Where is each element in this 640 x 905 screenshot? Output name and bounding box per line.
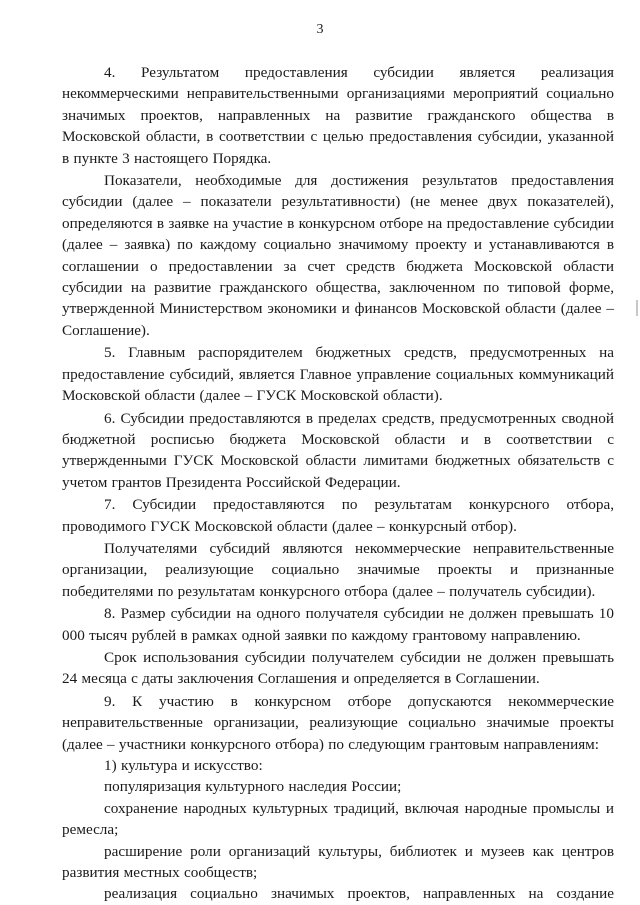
paragraph-item-7: 7. Субсидии предоставляются по результатам конкурсного отбора, проводимого ГУСК Московской области (далее – конкурсный отбор).: [62, 496, 614, 535]
list-item-traditions: сохранение народных культурных традиций, включая народные промыслы и ремесла;: [62, 799, 614, 839]
list-item-projects: реализация социально значимых проектов, направленных на создание: [104, 885, 614, 903]
paragraph-item-5: 5. Главным распорядителем бюджетных средств, предусмотренных на предоставление субсидий, является Главное управление социальных коммуникаций Московской области (далее – ГУСК Московской области).: [62, 344, 614, 405]
scan-artifact: [636, 300, 638, 316]
list-item-culture: 1) культура и искусство:: [104, 757, 263, 774]
paragraph-term: Срок использования субсидии получателем субсидии не должен превышать 24 месяца с даты заключения Соглашения и определяется в Соглашении.: [62, 648, 614, 688]
paragraph-item-8: 8. Размер субсидии на одного получателя субсидии не должен превышать 10 000 тысяч рублей в рамках одной заявки по каждому грантовому направлению.: [62, 605, 614, 644]
paragraph-recipients: Получателями субсидий являются некоммерческие неправительственные организации, реализующие социально значимые проекты и признанные победителями по результатам конкурсного отбора (далее – получатель субсидии).: [62, 539, 614, 600]
document-body: [62, 62, 614, 905]
paragraph-item-6: 6. Субсидии предоставляются в пределах средств, предусмотренных сводной бюджетной росписью бюджета Московской области и в соответствии с утвержденными ГУСК Московской области лимитами бюджетных обязательств с учетом грантов Президента Российской Федерации.: [62, 409, 614, 491]
paragraph-item-4: 4. Результатом предоставления субсидии является реализация некоммерческими неправительственными организациями мероприятий социально значимых проектов, направленных на развитие гражданского общества в Московской области, в соответствии с целью предоставления субсидии, указанной в пункте 3 настоящего Порядка.: [62, 64, 614, 167]
paragraph-indicators: Показатели, необходимые для достижения результатов предоставления субсидии (далее – показатели результативности) (не менее двух показателей), определяются в заявке на участие в конкурсном отборе на предоставление субсидии (далее – заявка) по каждому социально значимому проекту и устанавливаются в соглашении о предоставлении за счет средств бюджета Московской области субсидии на развитие гражданского общества, заключенном по типовой форме, утвержденной Министерством экономики и финансов Московской области (далее – Соглашение).: [62, 172, 614, 339]
list-item-libraries: расширение роли организаций культуры, библиотек и музеев как центров развития местных сообществ;: [62, 842, 614, 882]
paragraph-item-9: 9. К участию в конкурсном отборе допускаются некоммерческие неправительственные организации, реализующие социально значимые проекты (далее – участники конкурсного отбора) по следующим грантовым направлениям:: [62, 692, 614, 753]
list-item-heritage: популяризация культурного наследия России;: [104, 778, 402, 796]
page-number: 3: [316, 22, 324, 37]
